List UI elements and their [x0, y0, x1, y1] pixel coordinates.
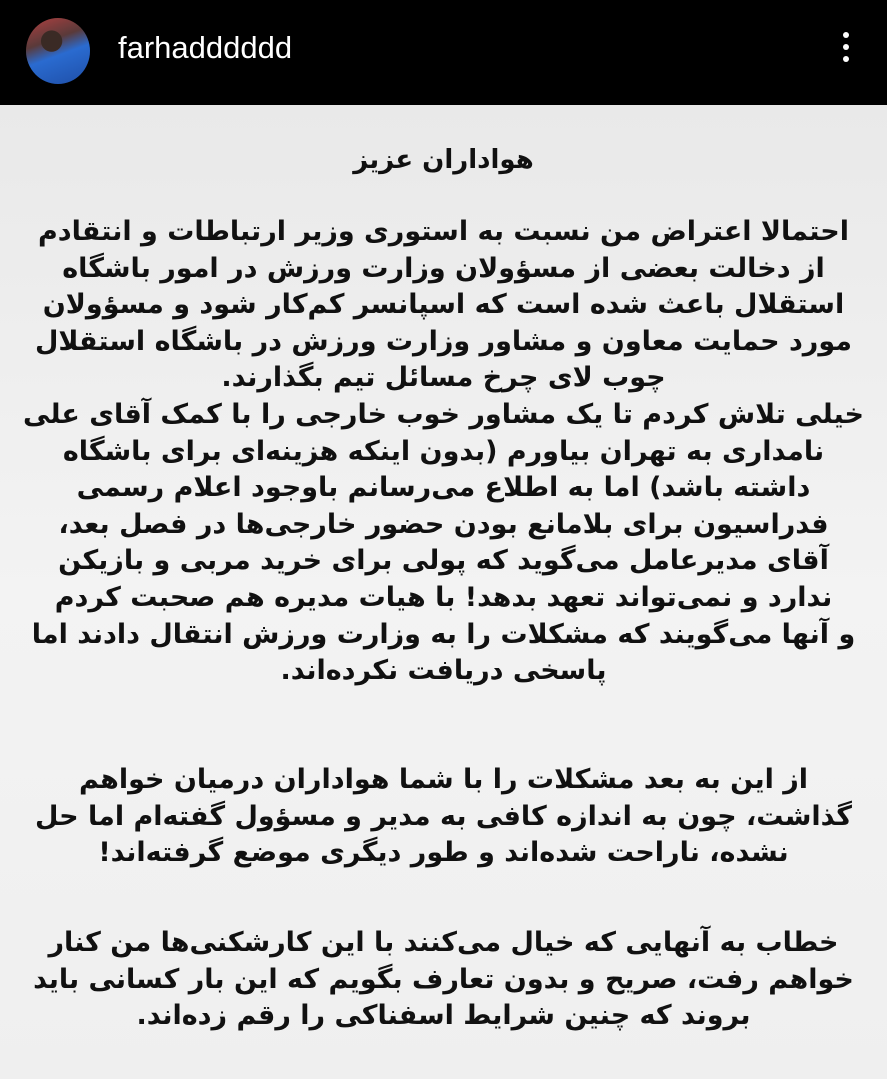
story-text-line: گذاشت، چون به اندازه کافی به مدیر و مسؤول گفته‌ام اما حل: [35, 800, 852, 832]
story-text-line: بروند که چنین شرایط اسفناکی را رقم زده‌اند.: [136, 1000, 751, 1032]
username[interactable]: farhadddddd: [118, 30, 293, 65]
more-vertical-icon[interactable]: [841, 32, 851, 72]
story-text-line: آقای مدیرعامل می‌گوید که پولی برای خرید مربی و بازیکن: [58, 545, 829, 577]
story-text-line: پاسخی دریافت نکرده‌اند.: [280, 655, 607, 687]
story-text-line: داشته باشد) اما به اطلاع می‌رسانم باوجود اعلام رسمی: [76, 472, 811, 504]
story-text-line: از دخالت بعضی از مسؤولان وزارت ورزش در امور باشگاه: [62, 252, 825, 284]
story-text-line: چوب لای چرخ مسائل تیم بگذارند.: [221, 362, 666, 394]
story-title: هواداران عزیز: [353, 145, 534, 175]
story-text-line: استقلال باعث شده است که اسپانسر کم‌کار شود و مسؤولان: [42, 289, 845, 321]
story-text-line: خطاب به آنهایی که خیال می‌کنند با این کارشکنی‌ها من کنار: [48, 927, 839, 958]
story-header: [0, 0, 887, 105]
story-text-line: خیلی تلاش کردم تا یک مشاور خوب خارجی را با کمک آقای علی: [23, 399, 864, 430]
story-content: [0, 105, 887, 1079]
story-text-line: احتمالا اعتراض من نسبت به استوری وزیر ارتباطات و انتقادم: [37, 216, 850, 247]
story-text-line: نشده، ناراحت شده‌اند و طور دیگری موضع گرفته‌اند!: [98, 837, 789, 869]
story-text-line: از این به بعد مشکلات را با شما هواداران درمیان خواهم: [78, 764, 809, 795]
story-text-line: فدراسیون برای بلامانع بودن حضور خارجی‌ها در فصل بعد،: [58, 508, 829, 540]
story-text-line: ندارد و نمی‌تواند تعهد بدهد! با هیات مدیره هم صحبت کردم: [54, 582, 833, 613]
story-text-line: مورد حمایت معاون و مشاور وزارت ورزش در باشگاه استقلال: [34, 325, 852, 357]
story-text-line: خواهم رفت، صریح و بدون تعارف بگویم که این بار کسانی باید: [33, 963, 854, 995]
story-text-line: و آنها می‌گویند که مشکلات را به وزارت ورزش انتقال دادند اما: [31, 618, 856, 650]
story-text-line: نامداری به تهران بیاورم (بدون اینکه هزینه‌ای برای باشگاه: [62, 435, 825, 467]
avatar[interactable]: [26, 18, 90, 84]
